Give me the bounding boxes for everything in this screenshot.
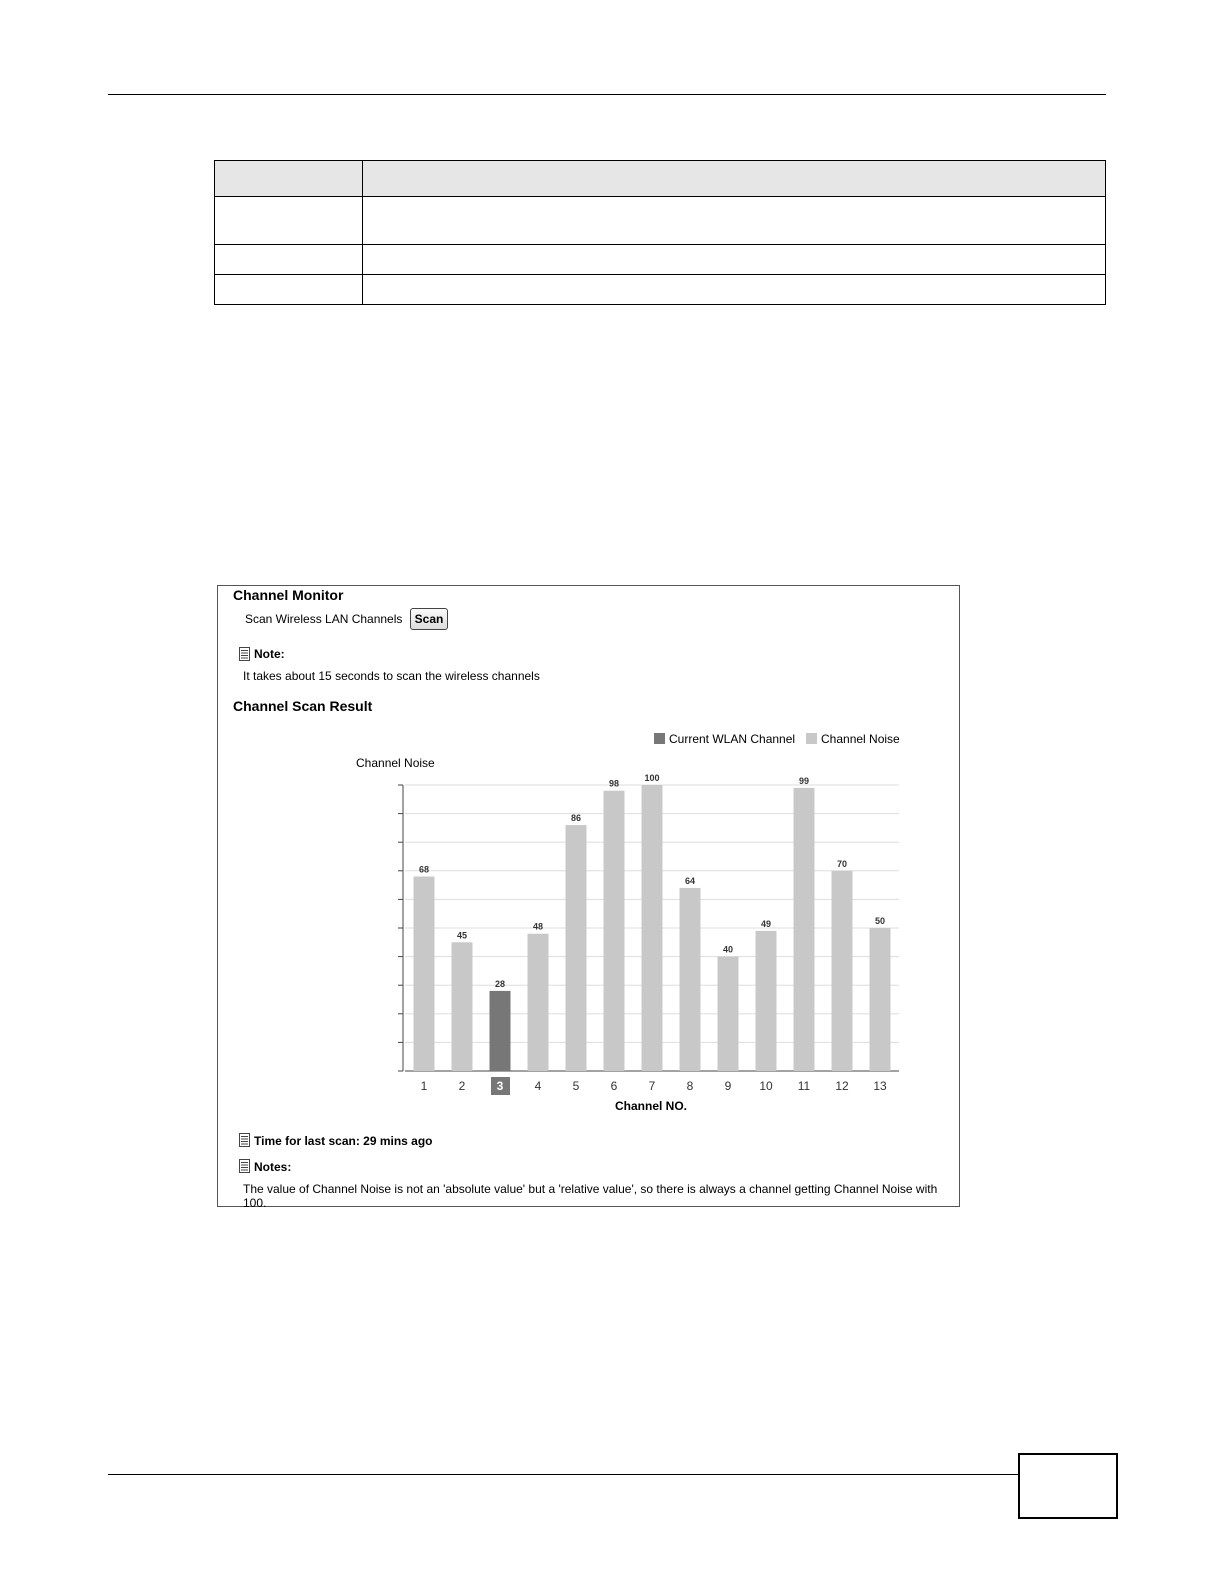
bar-channel-1 <box>414 877 435 1071</box>
x-axis-label: Channel NO. <box>614 1099 688 1113</box>
bar-channel-11 <box>794 788 815 1071</box>
table-cell <box>215 197 363 245</box>
note-title: Note: <box>254 647 285 661</box>
footer-rule <box>108 1474 1018 1475</box>
data-label-channel-1: 68 <box>418 864 430 875</box>
data-label-channel-6: 98 <box>608 778 620 789</box>
x-tick-label-13: 13 <box>873 1079 887 1093</box>
bar-channel-13 <box>870 928 891 1071</box>
scan-label: Scan Wireless LAN Channels <box>245 612 403 626</box>
legend-label-current: Current WLAN Channel <box>669 732 796 746</box>
notes-title: Notes: <box>254 1160 292 1174</box>
note-icon <box>239 1159 250 1173</box>
bar-channel-10 <box>756 931 777 1071</box>
x-tick-label-12: 12 <box>835 1079 849 1093</box>
x-tick-label-10: 10 <box>759 1079 773 1093</box>
data-label-channel-7: 100 <box>644 773 660 783</box>
bar-channel-6 <box>604 791 625 1071</box>
table-cell <box>363 245 1106 275</box>
last-scan-time: Time for last scan: 29 mins ago <box>254 1134 433 1148</box>
panel-title: Channel Monitor <box>233 587 344 603</box>
bar-channel-3 <box>490 991 511 1071</box>
bar-channel-9 <box>718 957 739 1071</box>
bar-channel-5 <box>566 825 587 1071</box>
data-label-channel-11: 99 <box>798 775 810 786</box>
note-text: It takes about 15 seconds to scan the wireless channels <box>243 669 540 683</box>
x-tick-label-9: 9 <box>724 1079 732 1093</box>
x-tick-label-8: 8 <box>686 1079 694 1093</box>
data-label-channel-12: 70 <box>836 858 848 869</box>
table-cell <box>363 197 1106 245</box>
x-tick-label-4: 4 <box>534 1079 542 1093</box>
legend-label-noise: Channel Noise <box>821 732 900 746</box>
x-tick-label-11: 11 <box>797 1079 811 1093</box>
data-label-channel-5: 86 <box>570 813 582 824</box>
x-tick-label-5: 5 <box>572 1079 580 1093</box>
table-header-cell <box>215 161 363 197</box>
page-number-box <box>1018 1453 1118 1519</box>
bar-channel-2 <box>452 942 473 1071</box>
bar-channel-4 <box>528 934 549 1071</box>
table-header-cell <box>363 161 1106 197</box>
y-axis-label: Channel Noise <box>356 756 435 770</box>
table-cell <box>215 245 363 275</box>
channel-noise-chart <box>218 586 959 1206</box>
description-table <box>214 160 1106 305</box>
data-label-channel-3: 28 <box>494 978 506 989</box>
data-label-channel-10: 49 <box>760 918 772 929</box>
table-cell <box>363 275 1106 305</box>
x-tick-label-1: 1 <box>420 1079 428 1093</box>
scan-button[interactable]: Scan <box>410 608 448 630</box>
data-label-channel-9: 40 <box>722 944 734 955</box>
result-title: Channel Scan Result <box>233 698 373 714</box>
bar-channel-12 <box>832 871 853 1071</box>
x-tick-label-7: 7 <box>648 1079 656 1093</box>
x-tick-label-2: 2 <box>458 1079 466 1093</box>
x-tick-label-6: 6 <box>610 1079 618 1093</box>
data-label-channel-8: 64 <box>684 875 696 886</box>
data-label-channel-2: 45 <box>456 930 468 941</box>
table-cell <box>215 275 363 305</box>
notes-text: The value of Channel Noise is not an 'absolute value' but a 'relative value', so there is always a channel getting Channel Noise with 100. <box>243 1182 938 1210</box>
note-icon <box>239 1133 250 1147</box>
bar-channel-8 <box>680 888 701 1071</box>
x-tick-label-3: 3 <box>496 1079 504 1093</box>
data-label-channel-4: 48 <box>532 921 544 932</box>
channel-monitor-screenshot <box>217 585 960 1210</box>
bar-channel-7 <box>642 785 663 1071</box>
header-rule <box>108 94 1106 95</box>
data-label-channel-13: 50 <box>874 916 886 926</box>
